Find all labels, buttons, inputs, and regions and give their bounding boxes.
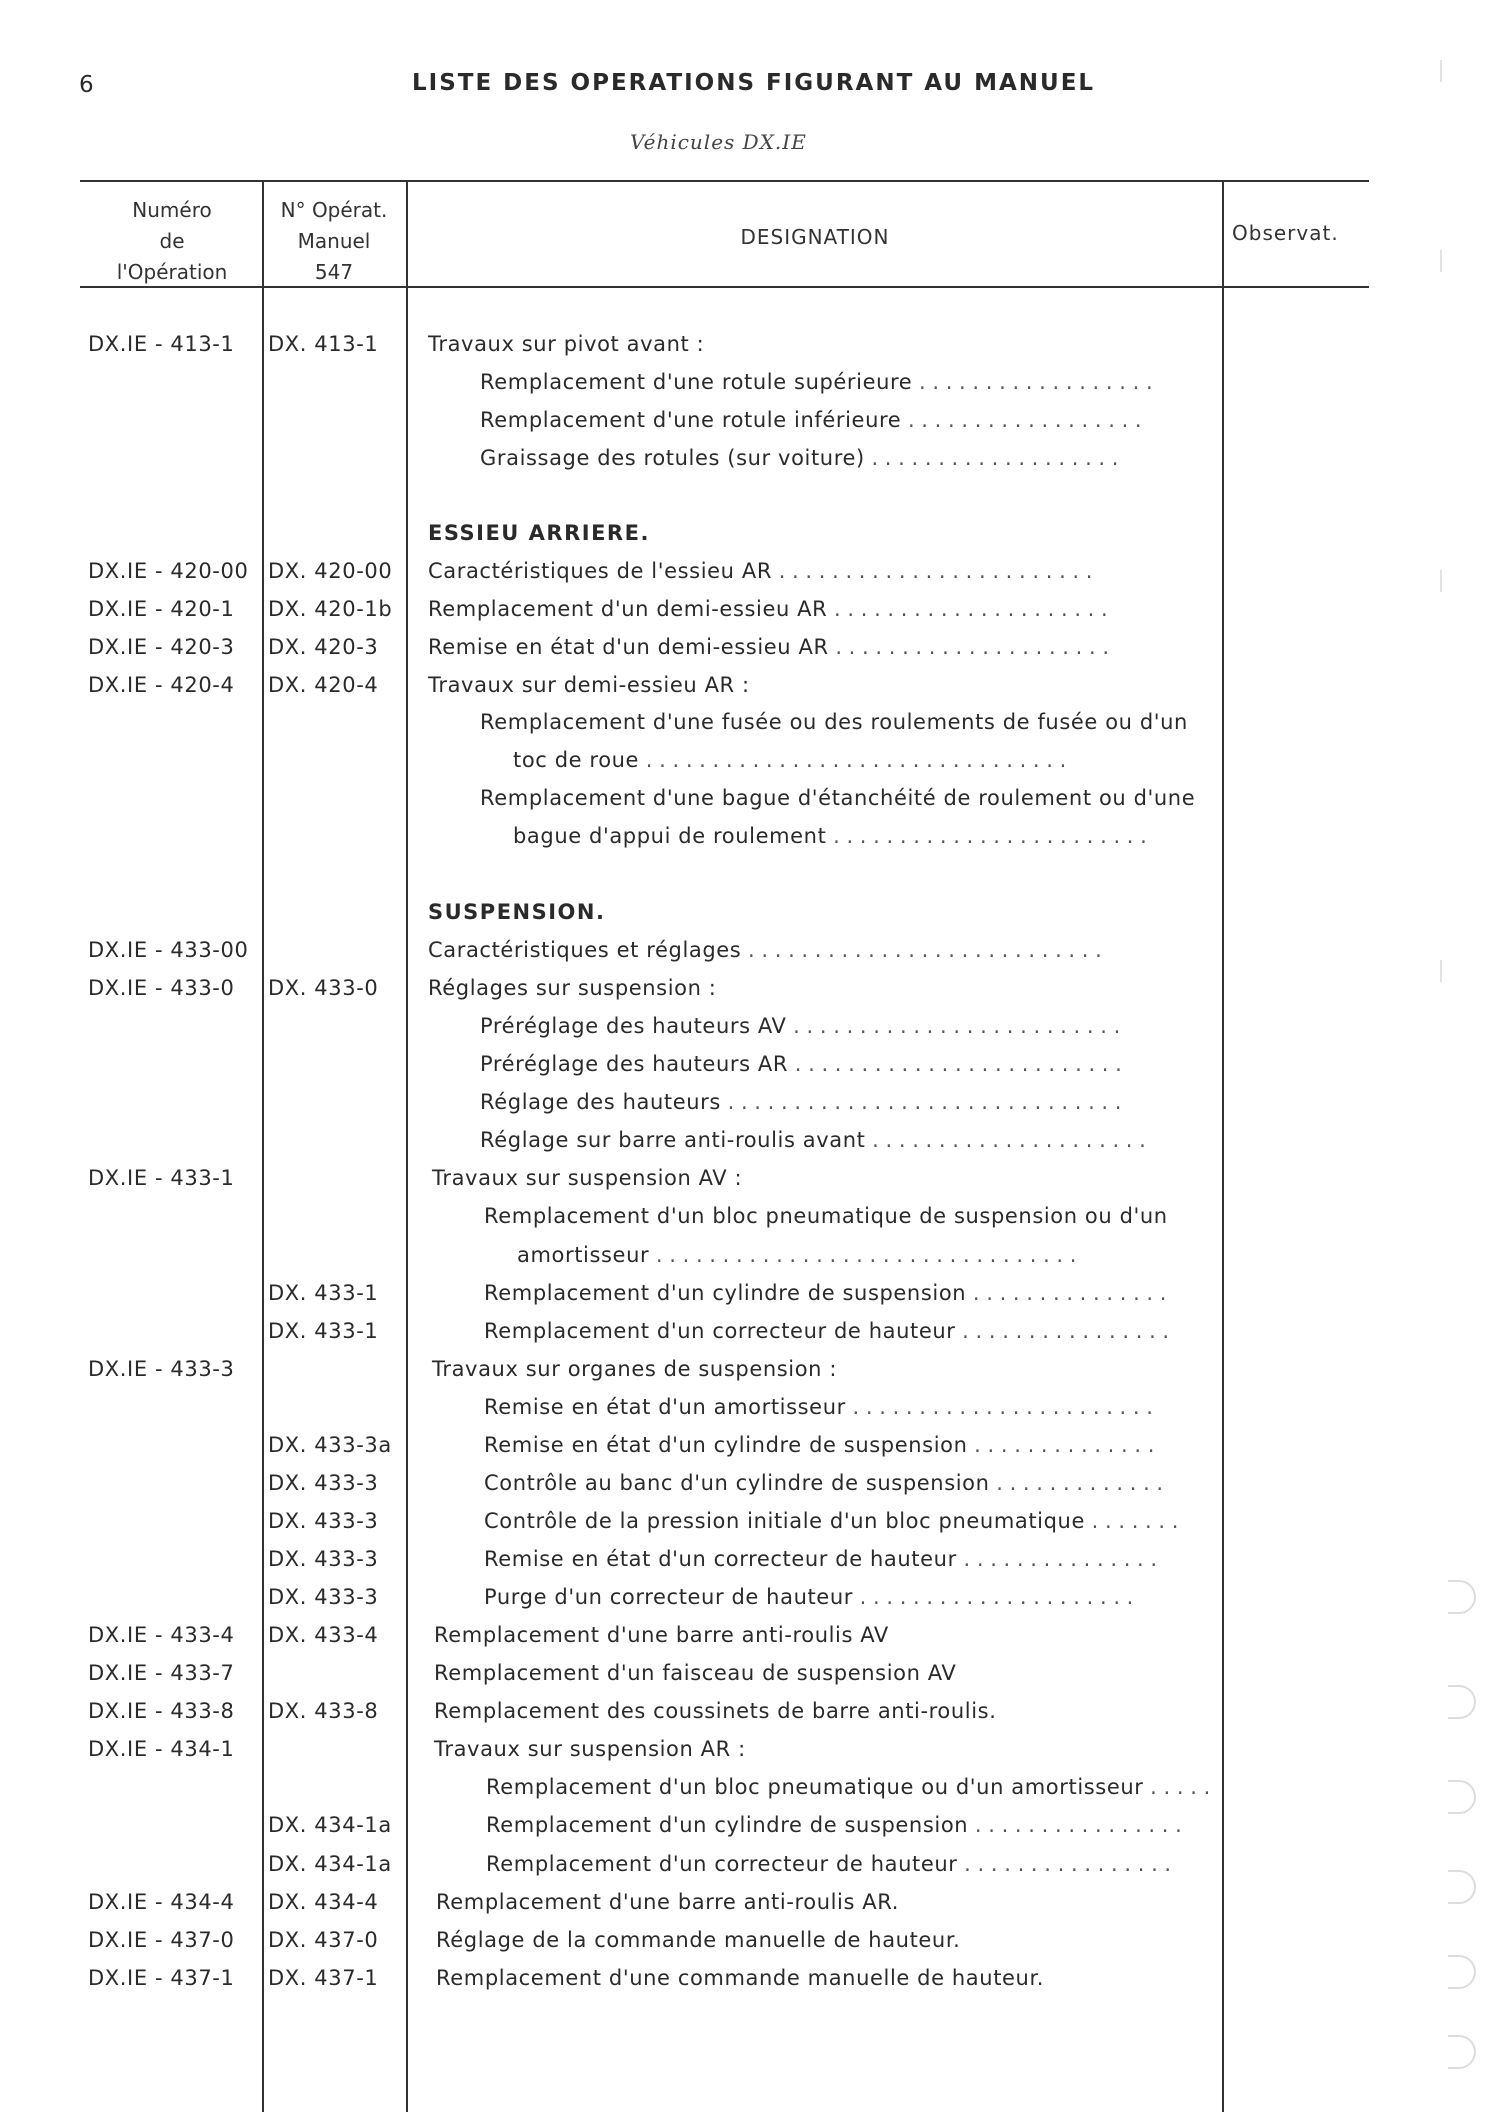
designation — [486, 1813, 1182, 1837]
designation — [434, 1623, 889, 1647]
designation-text: Caractéristiques et réglages — [428, 938, 742, 962]
designation — [434, 1737, 746, 1761]
leader-dots: . . . . . . . . . . . . . . . . . . . . . — [852, 1585, 1134, 1609]
leader-dots: . . . . . . . . . . . . . . . . . . . . . . . . . . . . . . . . — [649, 1243, 1077, 1267]
designation — [486, 1852, 1171, 1876]
designation — [428, 938, 1102, 962]
designation-text: Remise en état d'un correcteur de hauteur — [484, 1547, 957, 1571]
margin-mark — [1440, 250, 1442, 272]
designation — [428, 597, 1108, 621]
section-heading — [428, 900, 605, 924]
designation — [436, 1890, 899, 1914]
table-row — [0, 332, 1500, 370]
designation — [480, 446, 1118, 470]
designation — [517, 1243, 1076, 1267]
manual-operation-number: DX. 433-3a — [268, 1433, 392, 1457]
manual-operation-number: DX. 433-3 — [268, 1585, 379, 1609]
page-title: LISTE DES OPERATIONS FIGURANT AU MANUEL — [412, 70, 1096, 96]
designation-text: Purge d'un correcteur de hauteur — [484, 1585, 853, 1609]
designation-text: Remplacement d'un cylindre de suspension — [486, 1813, 969, 1837]
designation-text: Caractéristiques de l'essieu AR — [428, 559, 773, 583]
operation-number: DX.IE - 433-8 — [88, 1699, 235, 1723]
manual-operation-number: DX. 437-0 — [268, 1928, 379, 1952]
designation — [480, 408, 1142, 432]
designation-text: Remise en état d'un amortisseur — [484, 1395, 846, 1419]
designation-text: Travaux sur pivot avant : — [428, 332, 705, 356]
leader-dots: . . . . . . . . . . . . . . . . . . . . . . . . . . . . . . . . — [639, 748, 1067, 772]
table-row — [0, 1395, 1500, 1433]
leader-dots: . . . . . . . . . . . . . — [989, 1471, 1164, 1495]
table-row — [0, 1699, 1500, 1737]
designation-text: SUSPENSION. — [428, 900, 606, 924]
designation — [484, 1585, 1133, 1609]
table-row — [0, 597, 1500, 635]
designation — [484, 1281, 1166, 1305]
operation-number: DX.IE - 437-1 — [88, 1966, 235, 1990]
designation — [428, 976, 716, 1000]
table-row — [0, 938, 1500, 976]
table-row — [0, 1813, 1500, 1851]
designation — [434, 1661, 956, 1685]
designation-text: Remplacement d'un bloc pneumatique de suspension ou d'un — [484, 1204, 1168, 1228]
manual-operation-number: DX. 433-3 — [268, 1547, 379, 1571]
designation — [480, 370, 1153, 394]
table-row — [0, 1547, 1500, 1585]
leader-dots: . . . . . . . . . . . . . . . . . . — [912, 370, 1153, 394]
designation-text: Remplacement d'une rotule supérieure — [480, 370, 913, 394]
table-top-rule — [80, 180, 1369, 182]
manual-operation-number: DX. 433-0 — [268, 976, 379, 1000]
designation-text: Remplacement d'une barre anti-roulis AR. — [436, 1890, 899, 1914]
designation — [484, 1509, 1178, 1533]
table-row — [0, 1204, 1500, 1242]
margin-mark — [1440, 960, 1442, 982]
designation — [513, 748, 1066, 772]
page-number: 6 — [79, 72, 94, 98]
designation — [486, 1775, 1210, 1799]
manual-operation-number: DX. 413-1 — [268, 332, 379, 356]
operation-number: DX.IE - 413-1 — [88, 332, 235, 356]
designation-text: Travaux sur organes de suspension : — [432, 1357, 838, 1381]
leader-dots: . . . . . . . . . . . . . . . . — [957, 1852, 1172, 1876]
designation-text: Graissage des rotules (sur voiture) — [480, 446, 865, 470]
operation-number: DX.IE - 420-3 — [88, 635, 235, 659]
table-row — [0, 1052, 1500, 1090]
leader-dots: . . . . . . . . . . . . . . . . . . . . . . . . — [772, 559, 1093, 583]
table-row — [0, 370, 1500, 408]
designation-text: Travaux sur suspension AV : — [432, 1166, 743, 1190]
table-row — [0, 1166, 1500, 1204]
designation-text: amortisseur — [517, 1243, 650, 1267]
table-row — [0, 635, 1500, 673]
designation-text: Remplacement d'un demi-essieu AR — [428, 597, 828, 621]
designation-text: Réglage de la commande manuelle de hauteur. — [436, 1928, 961, 1952]
operation-number: DX.IE - 433-1 — [88, 1166, 235, 1190]
designation-text: Remplacement d'un correcteur de hauteur — [486, 1852, 958, 1876]
designation — [480, 1090, 1121, 1114]
leader-dots: . . . . . . . . . . . . . . . . . . . . . — [865, 1128, 1146, 1152]
table-row — [0, 1890, 1500, 1928]
table-row — [0, 1433, 1500, 1471]
operation-number: DX.IE - 420-00 — [88, 559, 249, 583]
margin-mark — [1440, 570, 1442, 592]
table-row — [0, 1852, 1500, 1890]
table-row — [0, 710, 1500, 748]
manual-operation-number: DX. 420-4 — [268, 673, 379, 697]
table-row — [0, 1014, 1500, 1052]
designation-text: Réglages sur suspension : — [428, 976, 717, 1000]
designation-text: Remplacement d'une rotule inférieure — [480, 408, 902, 432]
operation-number: DX.IE - 433-7 — [88, 1661, 235, 1685]
header-line: de — [159, 229, 185, 253]
table-row — [0, 1509, 1500, 1547]
designation-text: Travaux sur suspension AR : — [434, 1737, 746, 1761]
designation — [484, 1204, 1168, 1228]
designation — [432, 1357, 837, 1381]
operation-number: DX.IE - 437-0 — [88, 1928, 235, 1952]
manual-operation-number: DX. 433-1 — [268, 1319, 379, 1343]
leader-dots: . . . . . . . . . . . . . . . — [966, 1281, 1167, 1305]
table-row — [0, 748, 1500, 786]
header-manual-operation — [266, 195, 402, 288]
leader-dots: . . . . . . . . . . . . . . . . . . . . . . . . . — [788, 1052, 1122, 1076]
header-line: Manuel — [297, 229, 371, 253]
table-row — [0, 1585, 1500, 1623]
manual-operation-number: DX. 420-00 — [268, 559, 393, 583]
table-row — [0, 446, 1500, 484]
designation-text: Préréglage des hauteurs AR — [480, 1052, 789, 1076]
designation — [484, 1319, 1169, 1343]
leader-dots: . . . . . . . . . . . . . . . . . . . . . . . . . . . . . . — [720, 1090, 1122, 1114]
leader-dots: . . . . . . . . . . . . . . . . . . . — [864, 446, 1119, 470]
manual-operation-number: DX. 437-1 — [268, 1966, 379, 1990]
designation — [432, 1166, 742, 1190]
table-row — [0, 1928, 1500, 1966]
designation-text: Remplacement des coussinets de barre anti-roulis. — [434, 1699, 997, 1723]
designation — [428, 673, 750, 697]
designation-text: Préréglage des hauteurs AV — [480, 1014, 787, 1038]
manual-operation-number: DX. 420-3 — [268, 635, 379, 659]
leader-dots: . . . . . . . . . . . . . . . . . . . . . . . . . — [786, 1014, 1121, 1038]
table-row — [0, 1623, 1500, 1661]
designation-text: Remplacement d'un cylindre de suspension — [484, 1281, 967, 1305]
table-row — [0, 1966, 1500, 2004]
table-row — [0, 900, 1500, 938]
table-row — [0, 786, 1500, 824]
table-row — [0, 1090, 1500, 1128]
designation — [480, 786, 1195, 810]
designation — [484, 1547, 1157, 1571]
designation — [436, 1928, 960, 1952]
operation-number: DX.IE - 420-4 — [88, 673, 235, 697]
leader-dots: . . . . . . . . . . . . . . . . . . . . . — [828, 635, 1110, 659]
designation — [484, 1471, 1163, 1495]
leader-dots: . . . . . — [1143, 1775, 1211, 1799]
table-row — [0, 1128, 1500, 1166]
leader-dots: . . . . . . . . . . . . . . . . — [955, 1319, 1170, 1343]
designation — [428, 559, 1092, 583]
designation — [428, 635, 1109, 659]
designation-text: Réglage des hauteurs — [480, 1090, 721, 1114]
operation-number: DX.IE - 420-1 — [88, 597, 235, 621]
designation-text: bague d'appui de roulement — [513, 824, 827, 848]
header-operation-number — [88, 195, 256, 288]
manual-operation-number: DX. 433-8 — [268, 1699, 379, 1723]
designation-text: Remise en état d'un demi-essieu AR — [428, 635, 829, 659]
operation-number: DX.IE - 434-1 — [88, 1737, 235, 1761]
table-row — [0, 1319, 1500, 1357]
manual-operation-number: DX. 433-4 — [268, 1623, 379, 1647]
margin-mark — [1440, 60, 1442, 82]
header-line: Numéro — [132, 198, 212, 222]
designation-text: Remplacement d'une fusée ou des roulements de fusée ou d'un — [480, 710, 1188, 734]
manual-operation-number: DX. 420-1b — [268, 597, 393, 621]
designation-text: ESSIEU ARRIERE. — [428, 521, 650, 545]
operation-number: DX.IE - 433-00 — [88, 938, 249, 962]
operation-number: DX.IE - 433-4 — [88, 1623, 235, 1647]
designation-text: Remplacement d'une commande manuelle de hauteur. — [436, 1966, 1045, 1990]
designation-text: Remise en état d'un cylindre de suspension — [484, 1433, 968, 1457]
designation-text: Réglage sur barre anti-roulis avant — [480, 1128, 866, 1152]
designation — [484, 1395, 1153, 1419]
table-row — [0, 976, 1500, 1014]
leader-dots: . . . . . . . . . . . . . . . . . . . . . — [827, 597, 1108, 621]
designation-text: Contrôle de la pression initiale d'un bloc pneumatique — [484, 1509, 1085, 1533]
designation-text: Remplacement d'un faisceau de suspension AV — [434, 1661, 957, 1685]
designation — [480, 1052, 1122, 1076]
table-row — [0, 521, 1500, 559]
leader-dots: . . . . . . . . . . . . . . . . . . — [901, 408, 1142, 432]
manual-operation-number: DX. 433-3 — [268, 1471, 379, 1495]
designation — [480, 710, 1188, 734]
designation-text: Remplacement d'un bloc pneumatique ou d'un amortisseur — [486, 1775, 1144, 1799]
designation — [484, 1433, 1154, 1457]
table-row — [0, 824, 1500, 862]
manual-operation-number: DX. 434-1a — [268, 1813, 392, 1837]
section-heading — [428, 521, 650, 545]
operation-number: DX.IE - 434-4 — [88, 1890, 235, 1914]
leader-dots: . . . . . . . . . . . . . . — [967, 1433, 1155, 1457]
designation-text: Remplacement d'une bague d'étanchéité de roulement ou d'une — [480, 786, 1196, 810]
table-row — [0, 1281, 1500, 1319]
table-row — [0, 559, 1500, 597]
leader-dots: . . . . . . . — [1084, 1509, 1179, 1533]
leader-dots: . . . . . . . . . . . . . . . — [956, 1547, 1158, 1571]
table-row — [0, 1737, 1500, 1775]
manual-operation-number: DX. 434-4 — [268, 1890, 379, 1914]
table-row — [0, 1775, 1500, 1813]
designation — [428, 332, 704, 356]
manual-operation-number: DX. 434-1a — [268, 1852, 392, 1876]
table-row — [0, 1471, 1500, 1509]
table-row — [0, 1357, 1500, 1395]
table-row — [0, 1243, 1500, 1281]
leader-dots: . . . . . . . . . . . . . . . . . . . . . . . . . . . — [741, 938, 1102, 962]
designation — [513, 824, 1147, 848]
operation-number: DX.IE - 433-0 — [88, 976, 235, 1000]
leader-dots: . . . . . . . . . . . . . . . . — [968, 1813, 1182, 1837]
manual-operation-number: DX. 433-1 — [268, 1281, 379, 1305]
leader-dots: . . . . . . . . . . . . . . . . . . . . . . . — [845, 1395, 1153, 1419]
designation-text: Contrôle au banc d'un cylindre de suspension — [484, 1471, 990, 1495]
header-line: N° Opérat. — [280, 198, 388, 222]
header-line: l'Opération — [116, 260, 228, 284]
binder-hole-mark — [1448, 2035, 1476, 2069]
designation-text: Travaux sur demi-essieu AR : — [428, 673, 750, 697]
designation — [436, 1966, 1044, 1990]
designation — [480, 1128, 1146, 1152]
header-observations: Observat. — [1232, 221, 1339, 245]
operation-number: DX.IE - 433-3 — [88, 1357, 235, 1381]
designation-text: Remplacement d'un correcteur de hauteur — [484, 1319, 956, 1343]
designation-text: toc de roue — [513, 748, 640, 772]
table-row — [0, 1661, 1500, 1699]
header-designation: DESIGNATION — [740, 225, 890, 249]
designation — [480, 1014, 1120, 1038]
page-subtitle: Véhicules DX.IE — [630, 130, 807, 154]
header-line: 547 — [314, 260, 354, 284]
leader-dots: . . . . . . . . . . . . . . . . . . . . . . . . — [826, 824, 1147, 848]
manual-operation-number: DX. 433-3 — [268, 1509, 379, 1533]
designation-text: Remplacement d'une barre anti-roulis AV — [434, 1623, 889, 1647]
table-row — [0, 673, 1500, 711]
table-row — [0, 408, 1500, 446]
designation — [434, 1699, 996, 1723]
